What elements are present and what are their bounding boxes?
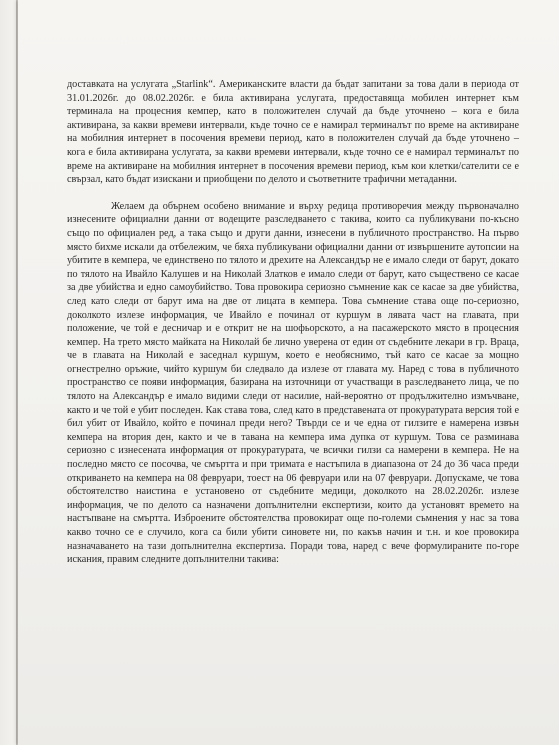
underlying-page-edge xyxy=(0,0,16,745)
paragraph-starlink-request: доставката на услугата „Starlink“. Американските власти да бъдат запитани за това дали в периода от 31.01.2026г. до 08.02.2026г. е била активирана услугата, предоставяща мобилен интернет към терминала на процесния кемпер, като в положителен случай да бъде уточнено – кога е била активирана, за какви времеви интервали, къде точно се е намирал терминалът по време на активиране на мобилния интернет в посочения времеви период, като в положителен случай да бъде уточнено – кога е била активирана услугата, за какви времеви интервали, къде точно се е намирал терминалът по време на активиране на мобилния интернет в посочения времеви период, към кои клетки/сателити се е свързал, като бъдат изискани и приобщени по делото и съответните трафични метаданни. xyxy=(67,79,519,186)
document-text xyxy=(67,78,519,567)
paragraph-contradictions: Желаем да обърнем особено внимание и върху редица противоречия между първоначално изнесените официални данни от водещите разследването с такива, които са публикувани по-късно също по официален ред, а така също и други данни, изнесени в публичното пространство. На първо място бихме искали да отбележим, че бяха публикувани официални данни от извършените аутопсии на убитите в кемпера, че единствено по тялото и дрехите на Александър не е имало следи от барут, докато по тялото на Ивайло Калушев и на Николай Златков е имало следи от барут, като съществено се касае за две убийства и едно самоубийство. Това провокира сериозно съмнение как се касае за две убийства, след като следи от барут има на две от лицата в кемпера. Това съмнение става още по-сериозно, доколкото излезе информация, че Ивайло е починал от куршум в лявата част на главата, при положение, че той е десничар и е открит не на шофьорското, а на пасажерското място в процесния кемпер. На трето място майката на Николай бе лично уверена от един от съдебните лекари в гр. Враца, че в главата на Николай е заседнал куршум, което е необяснимо, тъй като се касае за мощно огнестрелно оръжие, чийто куршум би следвало да излезе от главата му. Наред с това в публичното пространство се появи информация, базирана на източници от участващи в разследването лица, че по тялото на Александър е имало видими следи от насилие, най-вероятно от продължително измъчване, както и че той е убит последен. Как става това, след като в представената от прокуратурата версия той е бил убит от Ивайло, който е починал преди него? Твърди се и че една от гилзите е намерена извън кемпера на втория ден, както и че в тавана на кемпера има дупка от куршум. Това се разминава сериозно с изнесената информация от прокуратурата, че всички гилзи са намерени в кемпера. Не на последно място се посочва, че смъртта и при тримата е настъпила в диапазона от 24 до 36 часа преди откриването на кемпера на 08 февруари, тоест на 06 февруари или на 07 февруари. Допускаме, че това обстоятелство наистина е установено от съдебните медици, доколкото на 28.02.2026г. излезе информация, че по делото са назначени допълнителни експертизи, които да установят времето на настъпване на смъртта. Изброените обстоятелства провокират още по-големи съмнения у нас за това какво точно се е случило, кога са били убити синовете ни, по какъв начин и т.н. и кое провокира назначаването на тази допълнителна експертиза. Поради това, наред с вече формулираните по-горе искания, правим следните допълнителни такива: xyxy=(67,200,519,566)
